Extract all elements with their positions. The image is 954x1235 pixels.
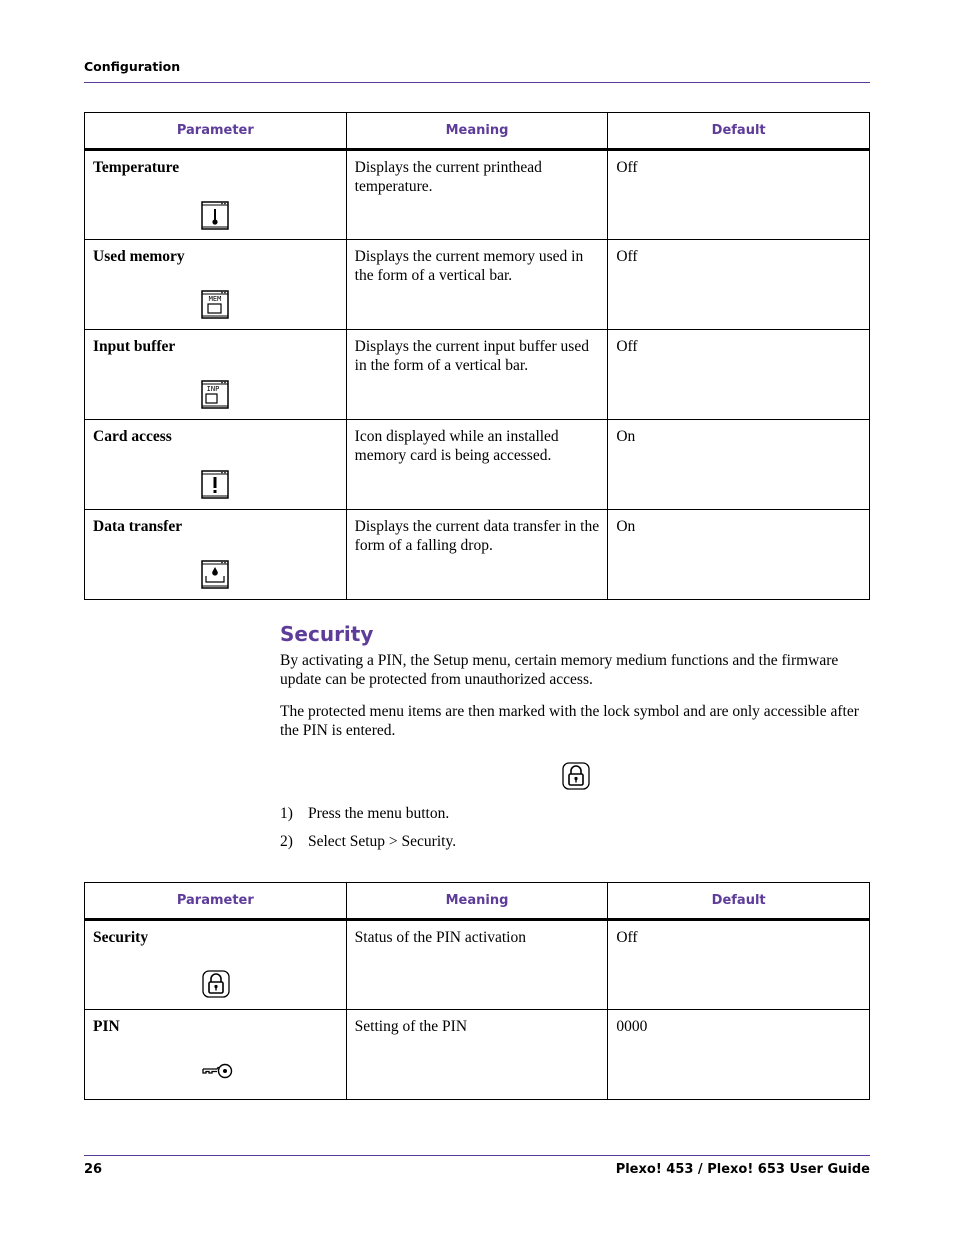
footer-rule xyxy=(84,1155,870,1156)
header-rule xyxy=(84,82,870,83)
col-header-meaning: Meaning xyxy=(346,883,608,920)
lock-icon xyxy=(562,762,590,790)
parameter-name: Temperature xyxy=(93,159,180,176)
parameter-name: PIN xyxy=(93,1018,120,1035)
footer-guide-title: Plexo! 453 / Plexo! 653 User Guide xyxy=(615,1162,870,1177)
meaning-cell: Displays the current input buffer used in the form of a vertical bar. xyxy=(346,330,608,420)
table-header-row xyxy=(85,883,870,920)
lock-icon xyxy=(202,970,230,998)
table-row xyxy=(85,920,870,1010)
meaning-cell: Displays the current data transfer in the form of a falling drop. xyxy=(346,510,608,600)
default-cell: Off xyxy=(608,330,870,420)
data-transfer-icon xyxy=(200,560,230,590)
security-parameters-table xyxy=(84,882,870,1100)
col-header-parameter: Parameter xyxy=(85,883,347,920)
step-2 xyxy=(280,832,456,851)
table-row xyxy=(85,420,870,510)
display-parameters-table xyxy=(84,112,870,600)
meaning-cell: Displays the current memory used in the form of a vertical bar. xyxy=(346,240,608,330)
key-icon xyxy=(201,1060,233,1082)
default-cell: On xyxy=(608,510,870,600)
security-paragraph-1: By activating a PIN, the Setup menu, certain memory medium functions and the firmware update can be protected from unauthorized access. xyxy=(280,652,839,688)
default-cell: Off xyxy=(608,920,870,1010)
table-row xyxy=(85,510,870,600)
col-header-meaning: Meaning xyxy=(346,113,608,150)
step-1 xyxy=(280,804,449,823)
card-access-icon xyxy=(200,470,230,500)
parameter-name: Data transfer xyxy=(93,518,183,535)
step-text: Select Setup > Security. xyxy=(308,833,457,850)
running-header: Configuration xyxy=(84,59,181,74)
parameter-name: Security xyxy=(93,929,149,946)
table-row xyxy=(85,1010,870,1100)
table-row xyxy=(85,240,870,330)
meaning-cell: Status of the PIN activation xyxy=(346,920,608,1010)
meaning-cell: Icon displayed while an installed memory card is being accessed. xyxy=(346,420,608,510)
security-paragraph-2: The protected menu items are then marked with the lock symbol and are only accessible after the PIN is entered. xyxy=(280,703,859,739)
table-header-row xyxy=(85,113,870,150)
memory-icon-label: MEM xyxy=(208,295,222,303)
thermometer-icon xyxy=(200,201,230,231)
col-header-parameter: Parameter xyxy=(85,113,347,150)
step-number: 1) xyxy=(280,805,293,822)
page-number: 26 xyxy=(84,1162,103,1177)
section-title: Security xyxy=(280,622,374,646)
meaning-cell: Setting of the PIN xyxy=(346,1010,608,1100)
default-cell: Off xyxy=(608,150,870,240)
col-header-default: Default xyxy=(608,113,870,150)
meaning-cell: Displays the current printhead temperature. xyxy=(346,150,608,240)
col-header-default: Default xyxy=(608,883,870,920)
input-buffer-icon xyxy=(200,380,230,410)
parameter-name: Card access xyxy=(93,428,172,445)
input-buffer-icon-label: INP xyxy=(206,385,220,393)
step-text: Press the menu button. xyxy=(308,805,450,822)
default-cell: On xyxy=(608,420,870,510)
memory-icon xyxy=(200,290,230,320)
table-row xyxy=(85,330,870,420)
table-row xyxy=(85,150,870,240)
default-cell: 0000 xyxy=(608,1010,870,1100)
default-cell: Off xyxy=(608,240,870,330)
parameter-name: Used memory xyxy=(93,248,185,265)
parameter-name: Input buffer xyxy=(93,338,176,355)
step-number: 2) xyxy=(280,833,293,850)
